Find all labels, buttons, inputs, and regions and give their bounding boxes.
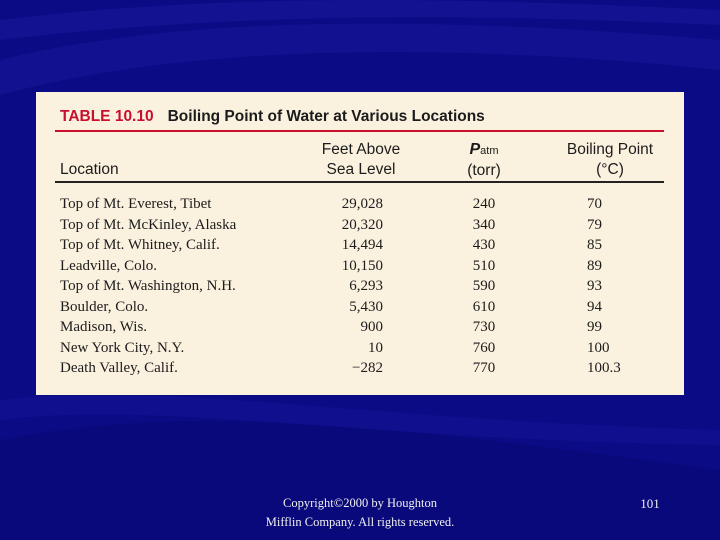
copyright-line1: Copyright©2000 by Houghton xyxy=(283,496,437,510)
cell-feet: 10,150 xyxy=(341,257,383,274)
table-row xyxy=(36,338,684,358)
cell-location: Madison, Wis. xyxy=(60,319,148,335)
cell-location: Death Valley, Calif. xyxy=(60,360,178,376)
cell-patm: 760 xyxy=(472,339,496,356)
cell-location: Leadville, Colo. xyxy=(60,257,158,274)
header-location: Location xyxy=(60,161,119,178)
cell-boiling-point: 79 xyxy=(587,216,602,233)
table-row xyxy=(36,215,684,235)
cell-location: Top of Mt. Whitney, Calif. xyxy=(60,237,220,253)
cell-feet: −282 xyxy=(352,360,383,376)
cell-boiling-point: 99 xyxy=(587,319,602,335)
copyright-footer xyxy=(240,494,480,532)
table-row xyxy=(36,276,684,296)
cell-patm: 430 xyxy=(472,237,496,253)
table-row xyxy=(36,317,684,337)
title-rule xyxy=(55,130,664,132)
cell-boiling-point: 100 xyxy=(587,339,610,356)
cell-patm: 340 xyxy=(472,216,496,233)
cell-feet: 6,293 xyxy=(349,278,383,294)
cell-boiling-point: 94 xyxy=(587,298,602,315)
cell-boiling-point: 89 xyxy=(587,257,602,274)
header-feet-above-sea-level xyxy=(300,140,422,180)
table-row xyxy=(36,235,684,255)
cell-patm: 730 xyxy=(472,319,496,335)
header-bp-line1: Boiling Point xyxy=(566,141,654,158)
boiling-point-table xyxy=(36,92,684,395)
header-patm-symbol: P xyxy=(469,141,481,158)
cell-location: Top of Mt. McKinley, Alaska xyxy=(60,216,237,233)
cell-feet: 10 xyxy=(368,339,383,356)
header-bp-line2: (°C) xyxy=(596,161,624,178)
table-title xyxy=(60,106,485,128)
slide-number: 101 xyxy=(640,496,660,511)
cell-feet: 14,494 xyxy=(341,237,383,253)
cell-patm: 590 xyxy=(472,278,496,294)
table-name: Boiling Point of Water at Various Locations xyxy=(167,108,485,125)
header-patm xyxy=(442,140,526,181)
cell-feet: 29,028 xyxy=(341,196,383,212)
cell-patm: 770 xyxy=(472,360,496,376)
header-rule xyxy=(55,181,664,183)
cell-location: Top of Mt. Everest, Tibet xyxy=(60,196,212,212)
cell-location: Top of Mt. Washington, N.H. xyxy=(60,278,236,294)
cell-feet: 5,430 xyxy=(349,298,383,315)
header-feet-line2: Sea Level xyxy=(326,161,396,178)
cell-patm: 610 xyxy=(472,298,496,315)
cell-patm: 240 xyxy=(472,196,496,212)
header-boiling-point xyxy=(544,140,676,180)
cell-boiling-point: 100.3 xyxy=(587,360,621,376)
header-patm-subscript: atm xyxy=(480,145,499,157)
header-feet-line1: Feet Above xyxy=(321,141,401,158)
table-number: TABLE 10.10 xyxy=(60,108,154,125)
table-row xyxy=(36,194,684,214)
cell-feet: 900 xyxy=(360,319,383,335)
header-patm-unit: (torr) xyxy=(467,162,501,179)
cell-feet: 20,320 xyxy=(341,216,383,233)
copyright-line2: Mifflin Company. All rights reserved. xyxy=(265,515,455,529)
table-row xyxy=(36,358,684,378)
cell-location: Boulder, Colo. xyxy=(60,298,149,315)
cell-boiling-point: 70 xyxy=(587,196,602,212)
cell-boiling-point: 85 xyxy=(587,237,602,253)
cell-patm: 510 xyxy=(472,257,496,274)
table-row xyxy=(36,297,684,317)
cell-location: New York City, N.Y. xyxy=(60,339,185,356)
table-row xyxy=(36,256,684,276)
cell-boiling-point: 93 xyxy=(587,278,602,294)
